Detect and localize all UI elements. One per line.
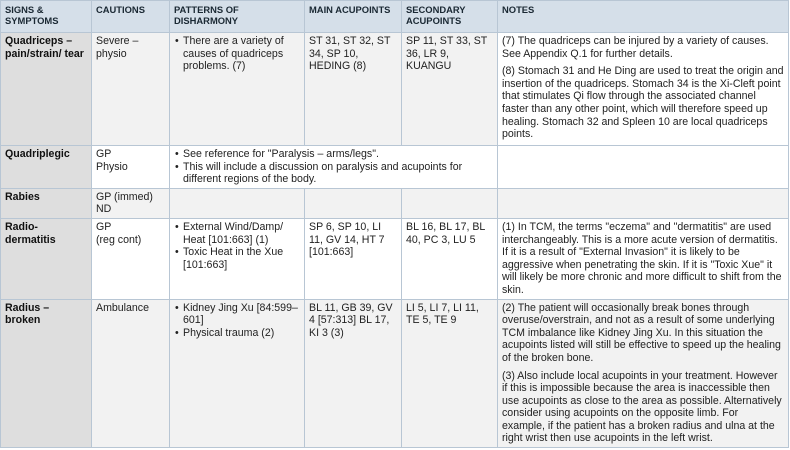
- caution-line: GP: [96, 220, 112, 233]
- table-row: [1, 299, 789, 448]
- header-signs-symptoms: SIGNS & SYMPTOMS: [1, 1, 92, 33]
- caution-line: GP: [96, 148, 112, 160]
- cautions-cell: [92, 218, 170, 299]
- table-row: [1, 218, 789, 299]
- table-header-row: [1, 1, 789, 33]
- header-secondary-acupoints: SECONDARY ACUPOINTS: [402, 1, 498, 33]
- notes-cell: [498, 188, 789, 218]
- condition-cell: Quadriplegic: [1, 146, 92, 189]
- note-paragraph: (7) The quadriceps can be injured by a variety of causes. See Appendix Q.1 for further details.: [502, 35, 769, 60]
- secondary-acupoints-cell: SP 11, ST 33, ST 36, LR 9, KUANGU: [402, 33, 498, 146]
- patterns-cell: [170, 33, 305, 146]
- patterns-cell: [170, 299, 305, 448]
- cautions-cell: [92, 299, 170, 448]
- patterns-cell: [170, 218, 305, 299]
- header-main-acupoints: MAIN ACUPOINTS: [305, 1, 402, 33]
- patterns-cell: [170, 146, 498, 189]
- table-row: [1, 188, 789, 218]
- pattern-item: • Toxic Heat in the Xue [101:663]: [183, 246, 300, 271]
- notes-cell: [498, 33, 789, 146]
- condition-cell: Quadriceps – pain/strain/ tear: [1, 33, 92, 146]
- note-paragraph: (1) In TCM, the terms "eczema" and "dermatitis" are used interchangeably. This is a more acute version of dermatitis. If it is a result of "External Invasion" it is likely to be aggressive when penetrating the skin. If it is "Toxic Xue" it will likely be more chronic and more difficult to shift from the skin.: [502, 220, 782, 296]
- header-patterns: PATTERNS OF DISHARMONY: [170, 1, 305, 33]
- header-notes: NOTES: [498, 1, 789, 33]
- note-paragraph: (3) Also include local acupoints in your treatment. However if this is impossible because the area is inaccessible then use acupoints as close to the area as possible. Alternatively consider using acupoints on the opposite limb. For example, if the patient has a broken radius and ulna at the right wrist then use acupoints in the left wrist.: [502, 369, 782, 445]
- caution-line: physio: [96, 47, 127, 60]
- condition-cell: Radius – broken: [1, 299, 92, 448]
- pattern-item: • Kidney Jing Xu [84:599–601]: [183, 302, 300, 327]
- pattern-item: • See reference for "Paralysis – arms/legs".: [183, 148, 493, 161]
- caution-line: (reg cont): [96, 233, 142, 246]
- secondary-acupoints-cell: [402, 188, 498, 218]
- caution-line: ND: [96, 203, 112, 216]
- header-cautions: CAUTIONS: [92, 1, 170, 33]
- pattern-item: • There are a variety of causes of quadriceps problems. (7): [183, 35, 300, 73]
- cautions-cell: [92, 146, 170, 189]
- pattern-item: • External Wind/Damp/ Heat [101:663] (1): [183, 221, 300, 246]
- caution-line: Severe –: [96, 35, 139, 47]
- condition-cell: Radio-dermatitis: [1, 218, 92, 299]
- caution-line: Ambulance: [96, 301, 149, 314]
- cautions-cell: [92, 188, 170, 218]
- notes-cell: [498, 218, 789, 299]
- caution-line: GP (immed): [96, 190, 153, 203]
- note-paragraph: (2) The patient will occasionally break bones through overuse/overstrain, and not as a result of some underlying TCM imbalance like Kidney Jing Xu. In this situation the acupoints listed will still be effective to speed up the healing of the broken bone.: [502, 301, 781, 364]
- pattern-item: • This will include a discussion on paralysis and acupoints for different regions of the body.: [183, 161, 493, 186]
- main-acupoints-cell: BL 11, GB 39, GV 4 [57:313] BL 17, KI 3 (3): [305, 299, 402, 448]
- table-row: [1, 33, 789, 146]
- secondary-acupoints-cell: LI 5, LI 7, LI 11, TE 5, TE 9: [402, 299, 498, 448]
- main-acupoints-cell: ST 31, ST 32, ST 34, SP 10, HEDING (8): [305, 33, 402, 146]
- caution-line: Physio: [96, 160, 128, 173]
- notes-cell: [498, 299, 789, 448]
- patterns-cell: [170, 188, 305, 218]
- condition-cell: Rabies: [1, 188, 92, 218]
- main-acupoints-cell: [305, 188, 402, 218]
- note-paragraph: (8) Stomach 31 and He Ding are used to treat the origin and insertion of the quadriceps. Stomach 34 is the Xi-Cleft point that stimulates Qi flow through the associated channel faster than any other point, which will therefore speed up healing. Stomach 32 and Spleen 10 are local quadriceps points.: [502, 65, 784, 141]
- secondary-acupoints-cell: BL 16, BL 17, BL 40, PC 3, LU 5: [402, 218, 498, 299]
- notes-cell: [498, 146, 789, 189]
- cautions-cell: [92, 33, 170, 146]
- pattern-item: • Physical trauma (2): [183, 327, 300, 340]
- table-row: [1, 146, 789, 189]
- main-acupoints-cell: SP 6, SP 10, LI 11, GV 14, HT 7 [101:663]: [305, 218, 402, 299]
